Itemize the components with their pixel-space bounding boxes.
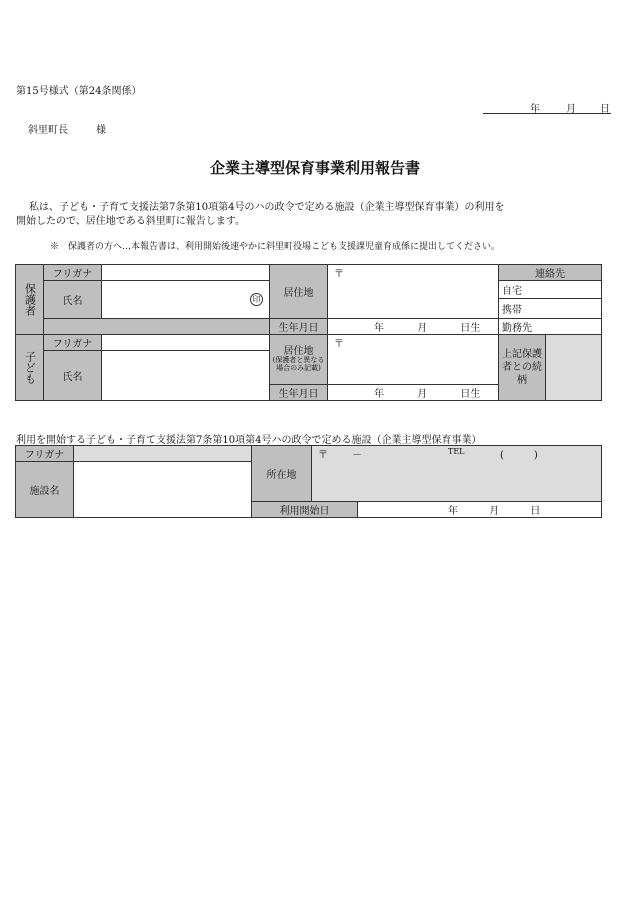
child-address-note: (保護者と異なる場合のみ記載) (272, 356, 325, 372)
guardian-birth-label: 生年月日 (270, 319, 328, 335)
facility-furigana-label: フリガナ (16, 446, 74, 462)
birth-month: 月 (417, 323, 428, 334)
facility-table (15, 445, 602, 518)
child-address-label: 居住地 (283, 346, 314, 358)
facility-furigana-field[interactable] (74, 446, 252, 462)
facility-tel-paren: ( ) (500, 450, 538, 461)
note-to-guardians: ※ 保護者の方へ…本報告書は、利用開始後速やかに斜里町役場こども支援課児童育成係に提出してください。 (50, 242, 501, 252)
child-label-cell (16, 335, 44, 401)
child-birth-label: 生年月日 (270, 385, 328, 401)
guardian-name-label: 氏名 (44, 281, 102, 319)
facility-postal-mark: 〒 (318, 450, 328, 461)
facility-name-field[interactable] (74, 462, 252, 518)
contact-work[interactable]: 勤務先 (499, 319, 602, 335)
facility-location-field[interactable] (312, 446, 602, 502)
guardian-label: 保護者 (23, 283, 37, 316)
start-date-label: 利用開始日 (252, 502, 358, 518)
guardian-label-cell (16, 265, 44, 335)
date-year-label: 年 (530, 104, 540, 115)
birth-day: 日生 (460, 323, 481, 334)
start-day: 日 (530, 506, 541, 517)
guardian-furigana-field[interactable] (102, 265, 270, 281)
child-birth-day: 日生 (460, 389, 481, 400)
date-month-label: 月 (566, 104, 576, 115)
guardian-child-table (15, 264, 602, 401)
facility-tel-label: TEL (448, 447, 465, 456)
facility-postal-dash: － (352, 450, 362, 461)
start-month: 月 (489, 506, 500, 517)
form-number: 第15号様式（第24条関係） (16, 86, 142, 97)
child-name-field[interactable] (102, 351, 270, 401)
child-name-label: 氏名 (44, 351, 102, 401)
child-label: 子ども (23, 351, 37, 384)
addressee: 斜里町長 (28, 125, 68, 136)
birth-year: 年 (374, 323, 384, 334)
intro-line-1: 私は、子ども・子育て支援法第7条第10項第4号のハの政令で定める施設（企業主導型保育事業）の利用を (29, 202, 505, 213)
child-birth-year: 年 (374, 389, 384, 400)
guardian-furigana-label: フリガナ (44, 265, 102, 281)
contact-mobile[interactable]: 携帯 (499, 299, 602, 319)
facility-name-label: 施設名 (16, 462, 74, 518)
guardian-address-label: 居住地 (270, 265, 328, 319)
relation-label: 上記保護者との続柄 (499, 335, 546, 401)
child-address-label-cell (270, 335, 328, 385)
intro-line-2: 開始したので、居住地である斜里町に報告します。 (16, 216, 245, 227)
guardian-birth-field[interactable] (328, 319, 499, 335)
date-day-label: 日 (600, 104, 610, 115)
child-address-field[interactable] (328, 335, 499, 385)
guardian-name-field[interactable] (102, 281, 270, 319)
facility-location-label: 所在地 (252, 446, 312, 502)
child-birth-field[interactable] (328, 385, 499, 401)
start-year: 年 (448, 506, 458, 517)
relation-field[interactable] (546, 335, 602, 401)
postal-mark: 〒 (334, 269, 344, 280)
child-furigana-field[interactable] (102, 335, 270, 351)
contact-header: 連絡先 (499, 265, 602, 281)
page-title: 企業主導型保育事業利用報告書 (209, 159, 420, 177)
contact-home[interactable]: 自宅 (499, 281, 602, 299)
child-furigana-label: フリガナ (44, 335, 102, 351)
addressee-honorific: 様 (96, 125, 106, 136)
child-postal-mark: 〒 (334, 339, 344, 350)
child-birth-month: 月 (417, 389, 428, 400)
start-date-field[interactable] (358, 502, 602, 518)
guardian-name-bottom (44, 319, 270, 335)
date-underline (483, 113, 611, 114)
guardian-address-field[interactable] (328, 265, 499, 319)
seal-mark: 印 (250, 293, 263, 306)
section2-title: 利用を開始する子ども・子育て支援法第7条第10項第4号ハの政令で定める施設（企業主導型保育事業） (16, 435, 482, 446)
